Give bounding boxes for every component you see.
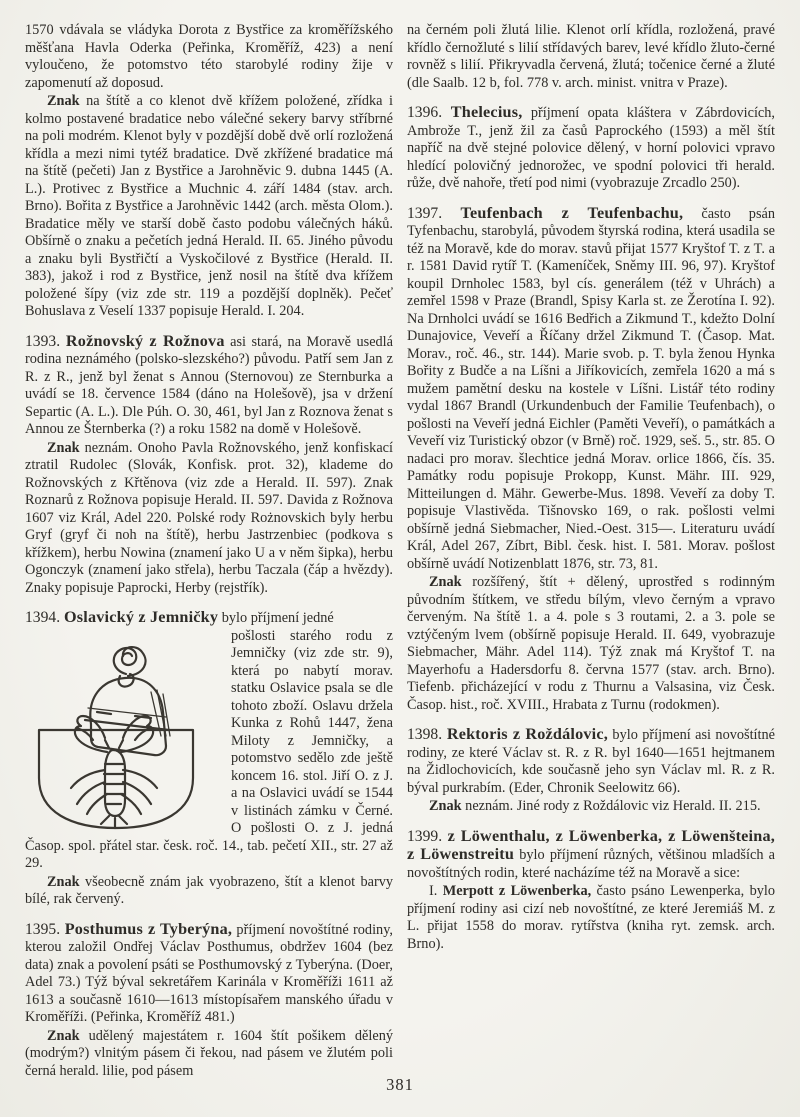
- entry-family-name: Posthumus z Tyberýna,: [64, 919, 233, 938]
- znak-lead-word: Znak: [47, 439, 80, 456]
- entry-family-name: Oslavický z Jemničky: [63, 608, 219, 626]
- body-text: všeobecně znám jak vyobrazeno, štít a klenot barvy bílé, rak červený.: [25, 873, 393, 907]
- body-text: příjmení opata kláštera v Zábrdovicích, Ambrože T., jenž žil za časů Paprockého (1593) a měl štít napříč na dvě stejné polovice dělený, v horní polovici vpravo hledící polovičný jednorožec, ve spodní polovici tři herald. růže, dvě nahoře, třetí pod nimi (vyobrazuje Zrcadlo 250).: [407, 105, 776, 191]
- entry-family-name: Teufenbach z Teufenbachu,: [460, 203, 684, 222]
- entry-1395: [25, 921, 393, 1027]
- znak-lead-word: Znak: [47, 1027, 80, 1044]
- crayfish-icon: [71, 716, 157, 828]
- two-column-text: [25, 22, 775, 1080]
- entry-number: 1399.: [407, 827, 448, 845]
- znak-lead-word: Znak: [429, 798, 462, 814]
- body-text: neznám. Jiné rody z Roždálovic viz Herald. II. 215.: [461, 798, 761, 814]
- body-text: bylo příjmení jedné: [218, 610, 334, 626]
- right-column: [407, 22, 775, 1080]
- entry-number: 1393.: [25, 332, 66, 350]
- znak-lead-word: Znak: [47, 873, 80, 890]
- entry-1396: [407, 104, 775, 193]
- body-text: na štítě a co klenot dvě křížem položené, zřídka i kolmo postavené bradatice nebo válečné sekery barvy stříbrné na poli modrém. Klenot byly v pozdější době dvě orlí rozložená křídla a mezi nimi tytéž bradatice. Dvě zkřížené bradatice má na štítě (pečeti) Jan z Bystřice a Jarohněvic 9. dubna 1445 (A. L.). Protivec z Bystřice a Muchnic 4. září 1484 (stav. arch. Brno). Bořita z Bystřice a Jarohněvic 1442 (arch. města Olom.). Bradatice měly ve starší době často podobu válečných háků. Obšírně o znaku a pečetích jedná Herald. II. 65. Jiného původu a znaku byli Bystřičtí a Vyskočilové z Bystřice (Herald. II. 383), jakož i rod z Bystřice, jenž nosil na štítě dva křížem položené šípy (viz zde str. 119 a pozdější doplněk). Pečeť Bohuslava z Veselí 1337 popisuje Herald. I. 204.: [25, 93, 393, 319]
- entry-1399-sub-merpott: [407, 883, 775, 953]
- znak-paragraph-bystrice: [25, 93, 393, 321]
- page-number: 381: [386, 1075, 414, 1094]
- znak-paragraph-1393: [25, 440, 393, 598]
- body-text: neznám. Onoho Pavla Rožnovského, jenž konfiskací ztratil Rudolec (Slovák, Konfisk. prot. 32), klademe do Rožnovských z Křtěnova (viz zde a Herald. II. 597). Znak Roznarů z Rožnova popisuje Herald. II. 597. Davida z Rožnova 1607 viz Král, Adel 220. Polské rody Rożnovskich byly herbu Gryf (gryf či noh na štítě), herbu Jastrzenbiec (podkova s křížkem), herbu Nowina (znamení jako U a v něm šipka), herbu Ogonczyk (znamení jako střela), herbu Taczala (čáp a hvězdy). Znaky popisuje Paprocki, Herby (rejstřík).: [25, 439, 393, 596]
- body-text: bylo příjmení různých, většinou mladších a novoštítných rodin, které nacházíme též na Moravě a sice:: [407, 847, 775, 881]
- znak-paragraph-1395: [25, 1028, 393, 1081]
- entry-1398: [407, 726, 775, 797]
- sub-entry-name: Merpott z Löwenberka,: [442, 883, 592, 899]
- body-text: pošlosti starého rodu z Jemničky (viz zde str. 9), která po nabytí morav. statku Oslavice psala se dle tohoto zboží. Oslavu držela Kunka z Rohů 1447, žena Miloty z Jemničky, a potomstvo sedělo zde ještě koncem 16. stol. Jiří O. z J. a na Oslavici uvádí se 1544 v listinách zámku v Černé. O pošlosti O. z J. jedná Časop. spol. přátel star. česk. roč. 14., tab. pečetí XII., str. 27 až 29.: [25, 627, 393, 871]
- body-text: rozšířený, štít + dělený, uprostřed s rodinným původním štítkem, ve středu bílým, vlevo černým a vpravo červeným. Na štítě 1. a 4. pole s 3 routami, 2. a 3. pole se vztýčeným lvem (obšírně popisuje Herald. II. 649, vyobrazuje Siebmacher, Mähr. Adel 114). Týž znak má Kryštof T. na Mayerhofu a Hadersdorfu 8. června 1577 (stav. arch. Brno). Tiefenb. přicházející v rodu z Thurnu a Valsasina, viz Česk. Časop. hist., roč. XVIII., Hrabata z Turnu (rodokmen).: [407, 574, 775, 713]
- body-text: asi stará, na Moravě usedlá rodina neznámého (polsko-slezského?) původu. Patří sem Jan z R. z R., jenž byl ženat s Annou (Sternovou) ze Sternburka a uvádí se 18. července 1584 (dáno na Holešově), jsa v držení Separtic (A. L.). Dle Púh. O. 30, 461, byl Jan z Roznova ženat s Annou ze Šternberka (?) a roku 1582 na domě v Holešově.: [25, 333, 393, 437]
- znak-paragraph-1394: [25, 874, 393, 909]
- sub-entry-number: I.: [429, 883, 443, 899]
- body-text: často psáno Lewenperka, bylo příjmení rodiny asi cizí neb novoštítné, ze které Jeremiáš M. z L. přijat 1558 do morav. rytířstva (kniha ryt. zemsk. arch. Brno).: [407, 883, 775, 952]
- shield-icon: [39, 730, 193, 828]
- entry-1394: [25, 609, 393, 628]
- body-text: udělený majestátem r. 1604 štít pošikem dělený (modrým?) vlnitým pásem či řekou, nad pásem ve žlutém poli černá herald. lilie, pod pásem: [25, 1027, 393, 1079]
- left-column: [25, 22, 393, 1080]
- znak-paragraph-1397: [407, 574, 775, 714]
- body-text: příjmení novoštítné rodiny, kterou založil Ondřej Václav Posthumus, obdržev 1604 (bez data) znak a povolení psáti se Posthumovský z Tyberýna. (Doer, Adel 73.) Týž býval sekretářem Karinála v Kroměříži 1611 až 1613 a současně 1610—1613 místopísařem manského úřadu v Kroměříži. (Peřinka, Kroměříž 481.): [25, 921, 394, 1025]
- continuation-paragraph: [407, 22, 775, 92]
- entry-1399: [407, 828, 775, 883]
- body-text: 1570 vdávala se vládyka Dorota z Bystřice za kroměřížského měšťana Havla Oderka (Peřinka, Kroměříž, 423) a není vyloučeno, že potomstvo této starobylé rodiny žije v zapomenutí až doposud.: [25, 22, 393, 91]
- znak-lead-word: Znak: [429, 574, 462, 590]
- entry-family-name: Rektoris z Roždálovic,: [446, 725, 609, 743]
- helmet-icon: [85, 677, 170, 754]
- entry-family-name: Thelecius,: [450, 103, 523, 121]
- body-text: na černém poli žlutá lilie. Klenot orlí křídla, rozložená, pravé křídlo černožluté s lilií střídavých barev, levé křídlo žluto-černé rovněž s lilií. Přikryvadla červená, žlutá; točenice černé a žluté (dle Saalb. 12 b, fol. 778 v. arch. minist. vnitra v Praze).: [407, 22, 775, 91]
- znak-lead-word: Znak: [47, 93, 80, 109]
- entry-number: 1394.: [25, 609, 64, 626]
- entry-number: 1398.: [407, 726, 447, 743]
- entry-number: 1397.: [407, 204, 461, 222]
- znak-paragraph-1398: [407, 798, 775, 816]
- entry-1393: [25, 333, 393, 439]
- entry-1397: [407, 205, 775, 574]
- entry-family-name: z Löwenthalu, z Löwenberka, z Löwenšteina, z Löwenstreitu: [407, 826, 775, 863]
- coat-of-arms-illustration: [25, 632, 221, 832]
- body-text: často psán Tyfenbachu, starobylá, původem štyrská rodina, která usadila se též na Moravě, kde do morav. stavů přijat 1577 Kryštof T. z T. a r. 1581 David rytíř T. (Kameníček, Sněmy III. 96, 97). Kryštof koupil Drnholec 1583, byl cís. generálem (též v Uhrách) a zemřel 1598 v Praze (Brandl, Spisy Karla st. ze Žerotína I. 92). Na Drnholci uvádí se 1616 Bedřich a Zikmund T., kdežto Dolní Dunajovice, Veveří a Říčany držel Zikmund T. (Časop. Mat. Morav., roč. 46., str. 144). Marie svob. p. T. byla ženou Hynka Bořity z Budče a na Líšni a Jiříkovicích, zemřela 1620 a má s mužem pamětní desku na kostele v Líšni. Listář této rodiny vydal 1867 Brandl (Urkundenbuch der Familie Teufenbach), o pošlosti na Veveří jedná Eichler (Paměti Veveří), o památkách a Veveří viz Turistický obzor (v Brně) roč. 1929, seš. 5., str. 85. O nadaci pro morav. šlechtice jedná Morav. orlice 1866, čís. 35. Památky rodu popisuje Prokopp, Kunst. Mähr. III. 929, Mitteilungen d. Mähr. Gewerbe-Mus. 1898. Veveří za doby T. popisuje Vlastivěda. Tišnovsko 169, o rak. pošlosti velmi obšírně jedná Siebmacher, Nied.-Oest. 315—. Literaturu uvádí Král, Adel 267, Zíbrt, Bibl. česk. hist. I. 581. Morav. pošlost obšírně uvádí Notizenblatt 1876, str. 73, 81.: [407, 205, 776, 572]
- entry-family-name: Rožnovský z Rožnova: [65, 331, 225, 350]
- entry-number: 1395.: [25, 920, 65, 938]
- entry-number: 1396.: [407, 104, 451, 121]
- body-text: bylo příjmení asi novoštítné rodiny, ze které Václav st. R. z R. byl 1640—1651 hejtmanem na Židlochovicích, kde současně jeho syn Václav ml. R. z R. býval purkrabím. (Eder, Chronik Seelowitz 66).: [407, 727, 775, 796]
- entry-1394-body-with-figure: [25, 628, 393, 909]
- continuation-paragraph: [25, 22, 393, 92]
